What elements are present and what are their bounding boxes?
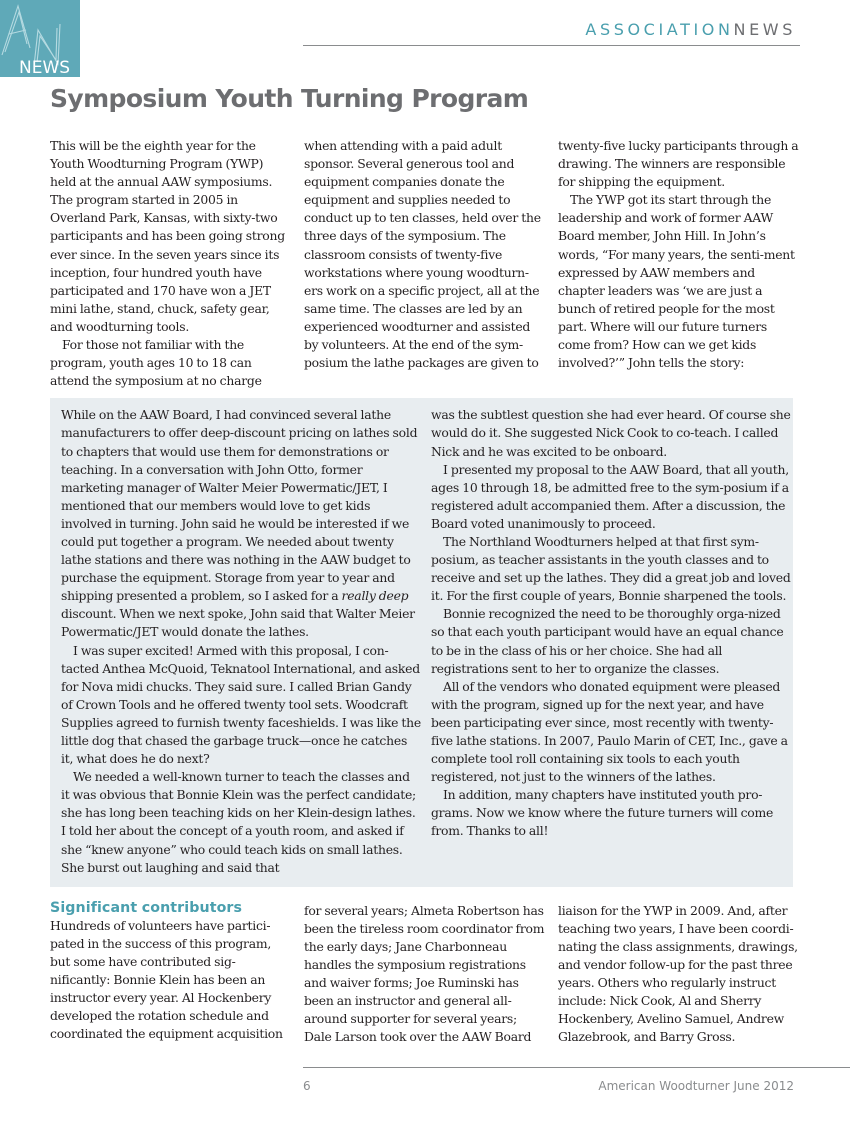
paragraph: was the subtlest question she had ever heard. Of course she would do it. She suggested Nick Cook to co-teach. I called Nick and he was excited to be onboard. bbox=[431, 407, 791, 459]
article bbox=[50, 0, 800, 1047]
paragraph: For those not familiar with the program, youth ages 10 to 18 can attend the symposium at no charge bbox=[50, 337, 262, 389]
paragraph: for several years; Almeta Robertson has been the tireless room coordinator from the early days; Jane Charbonneau handles the symposium registrations and waiver forms; Joe Ruminski has been an instructor and general all-around supporter for several years; Dale Larson took over the AAW Board bbox=[304, 902, 545, 1045]
paragraph: Hundreds of volunteers have partici-pated in the success of this program, but some have contributed sig-nificantly: Bonnie Klein has been an instructor every year. Al Hockenbery developed the rotation schedule and coordinated the equipment acquisition bbox=[50, 917, 283, 1042]
paragraph: I was super excited! Armed with this proposal, I con-tacted Anthea McQuoid, Teknatool International, and asked for Nova midi chucks. They said sure. I called Brian Gandy of Crown Tools and he offered twenty tool sets. Woodcraft Supplies agreed to furnish twenty faceshields. I was like the little dog that chased the garbage truck—once he catches it, what does he do next? bbox=[61, 642, 421, 767]
paragraph: twenty-five lucky participants through a drawing. The winners are responsible for shipping the equipment. bbox=[558, 138, 799, 190]
story-column-2 bbox=[431, 406, 791, 840]
section-label-news: NEWS bbox=[733, 20, 796, 39]
intro-columns bbox=[50, 137, 800, 390]
page-number: 6 bbox=[303, 1078, 311, 1093]
logo-news-text: NEWS bbox=[19, 58, 71, 77]
emphasis: really deep bbox=[341, 588, 409, 604]
intro-column-1 bbox=[50, 137, 291, 390]
paragraph: Bonnie recognized the need to be thoroughly orga-nized so that each youth participant would have an equal chance to be in the class of his or her choice. She had all registrations sent to her to organize the classes. bbox=[431, 606, 784, 676]
footer-divider bbox=[303, 1067, 850, 1068]
page-footer bbox=[0, 1067, 850, 1129]
paragraph: The Northland Woodturners helped at that first sym-posium, as teacher assistants in the youth classes and to receive and set up the lathes. They did a great job and loved it. For the first couple of years, Bonnie sharpened the tools. bbox=[431, 533, 791, 604]
contributors-column-2 bbox=[304, 899, 545, 1047]
paragraph: when attending with a paid adult sponsor. Several generous tool and equipment companies donate the equipment and supplies needed to conduct up to ten classes, held over the three days of the symposium. The classroom consists of twenty-five workstations where young woodturn-ers work on a specific project, all at the same time. The classes are led by an experienced woodturner and assisted by volunteers. At the end of the sym-posium the lathe packages are given to bbox=[304, 138, 541, 371]
john-hill-story-sidebar bbox=[50, 398, 793, 886]
story-column-1 bbox=[61, 406, 421, 876]
article-title: Symposium Youth Turning Program bbox=[50, 84, 529, 113]
paragraph: liaison for the YWP in 2009. And, after teaching two years, I have been coordi-nating the class assignments, drawings, and vendor follow-up for the past three years. Others who regularly instruct include: Nick Cook, Al and Sherry Hockenbery, Avelino Samuel, Andrew Glazebrook, and Barry Gross. bbox=[558, 902, 798, 1045]
paragraph: I presented my proposal to the AAW Board, that all youth, ages 10 through 18, be admitted free to the sym-posium if a registered adult accompanied them. After a discussion, the Board voted unanimously to proceed. bbox=[431, 461, 789, 531]
paragraph: In addition, many chapters have instituted youth pro-grams. Now we know where the future turners will come from. Thanks to all! bbox=[431, 787, 774, 839]
paragraph: The YWP got its start through the leadership and work of former AAW Board member, John Hill. In John’s words, “For many years, the senti-ment expressed by AAW members and chapter leaders was ‘we are just a bunch of retired people for the most part. Where will our future turners come from? How can we get kids involved?’” John tells the story: bbox=[558, 192, 795, 371]
section-label-association: ASSOCIATION bbox=[585, 20, 734, 39]
paragraph: All of the vendors who donated equipment were pleased with the program, signed up for the next year, and have been participating ever since, most recently with twenty-five lathe stations. In 2007, Paulo Marin of CET, Inc., gave a complete tool roll containing six tools to each youth registered, not just to the winners of the lathes. bbox=[431, 678, 788, 785]
contributors-heading: Significant contributors bbox=[50, 899, 243, 916]
contributors-column-1 bbox=[50, 899, 291, 1044]
intro-column-2 bbox=[304, 137, 545, 372]
paragraph: While on the AAW Board, I had convinced several lathe manufacturers to offer deep-discount pricing on lathes sold to chapters that would use them for demonstrations or teaching. In a conversation with John Otto, former marketing manager of Walter Meier Powermatic/JET, I mentioned that our members would love to get kids involved in turning. John said he would be interested if we could put together a program. We needed about twenty lathe stations and there was nothing in the AAW budget to purchase the equipment. Storage from year to year and shipping presented a problem, so I asked for a really deep discount. When we next spoke, John said that Walter Meier Powermatic/JET would donate the lathes. bbox=[61, 407, 418, 640]
publication-line: American Woodturner June 2012 bbox=[598, 1078, 794, 1093]
paragraph: This will be the eighth year for the Youth Woodturning Program (YWP) held at the annual AAW symposiums. The program started in 2005 in Overland Park, Kansas, with sixty-two participants and has been going strong ever since. In the seven years since its inception, four hundred youth have participated and 170 have won a JET mini lathe, stand, chuck, safety gear, and woodturning tools. bbox=[50, 138, 285, 334]
intro-column-3 bbox=[558, 137, 802, 372]
contributors-column-3 bbox=[558, 899, 802, 1047]
paragraph: We needed a well-known turner to teach the classes and it was obvious that Bonnie Klein was the perfect candidate; she has long been teaching kids on her Klein-design lathes. I told her about the concept of a youth room, and asked if she “knew anyone” who could teach kids on small lathes. She burst out laughing and said that bbox=[61, 769, 416, 875]
contributors-section bbox=[50, 899, 800, 1047]
